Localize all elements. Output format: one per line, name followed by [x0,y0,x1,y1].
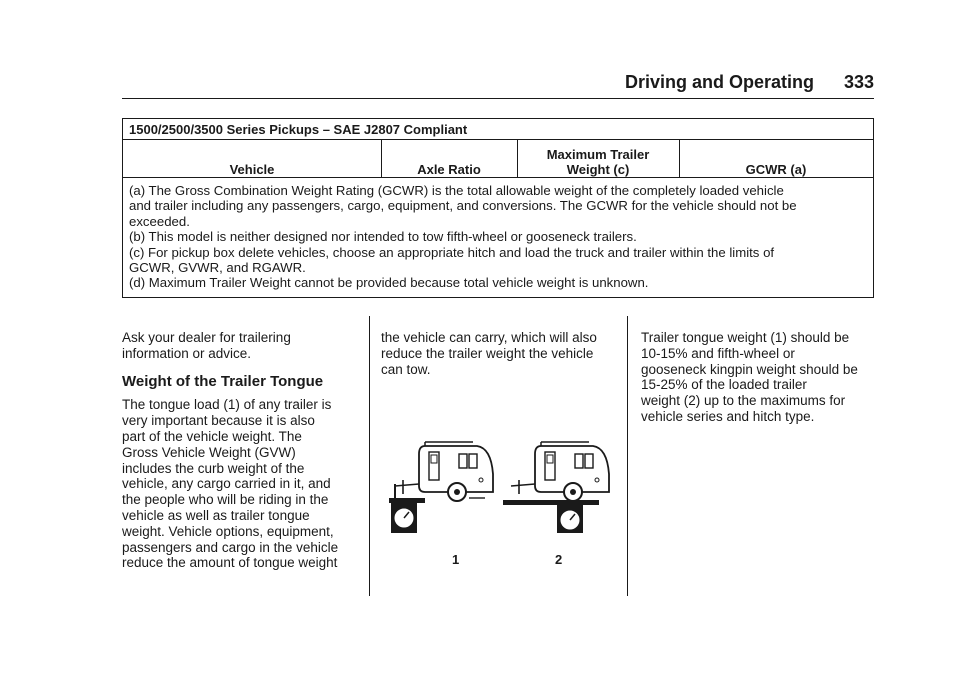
body-paragraph: The tongue load (1) of any trailer is very important because it is also part of the vehicle weight. The Gross Vehicle Weight (GVW) includes the curb weight of the vehicle, any cargo carried in it, and the people who will be riding in the vehicle as well as trailer tongue weight. Vehicle options, equipment, passengers and cargo in the vehicle reduce the amount of tongue weight [122,397,339,571]
tongue-weight-illustration [385,436,615,536]
intro-paragraph: Ask your dealer for trailering information or advice. [122,330,291,361]
table-rule [123,139,873,140]
col-header-vehicle: Vehicle [229,162,275,177]
table-notes [129,183,867,291]
note-b: (b) This model is neither designed nor intended to tow fifth-wheel or gooseneck trailers. [129,229,637,245]
page-header [122,72,874,99]
page-number: 333 [843,72,874,92]
section-heading: Weight of the Trailer Tongue [122,372,324,390]
body-paragraph: Trailer tongue weight (1) should be 10-15% and fifth-wheel or gooseneck kingpin weight should be 15-25% of the loaded trailer weight (2) up to the maximums for vehicle series and hitch type. [641,330,858,424]
note-d: (d) Maximum Trailer Weight cannot be provided because total vehicle weight is unknown. [129,275,649,291]
col-header-axle-ratio: Axle Ratio [417,162,481,177]
towing-table [122,118,874,298]
section-title: Driving and Operating [624,72,814,92]
col-header-gcwr: GCWR (a) [745,162,807,177]
middle-column [381,330,621,377]
table-rule [123,177,873,178]
col-header-max-trailer-weight: Maximum Trailer Weight (c) [546,147,650,177]
body-paragraph: the vehicle can carry, which will also reduce the trailer weight the vehicle can tow. [381,330,597,377]
table-caption: 1500/2500/3500 Series Pickups – SAE J2807 Compliant [129,122,468,137]
column-divider [369,316,370,596]
note-a: (a) The Gross Combination Weight Rating (GCWR) is the total allowable weight of the completely loaded vehicle and trailer including any passengers, cargo, equipment, and conversions. The GCWR for the vehicle should not be exceeded. [129,183,797,229]
trailer-2 [503,442,609,533]
column-divider [627,316,628,596]
figure-label-2: 2 [555,552,563,567]
right-column [641,330,881,425]
left-column [122,330,358,571]
figure-label-1: 1 [452,552,460,567]
note-c: (c) For pickup box delete vehicles, choose an appropriate hitch and load the truck and trailer within the limits of GCWR, GVWR, and RGAWR. [129,244,775,276]
trailer-1 [389,442,493,533]
